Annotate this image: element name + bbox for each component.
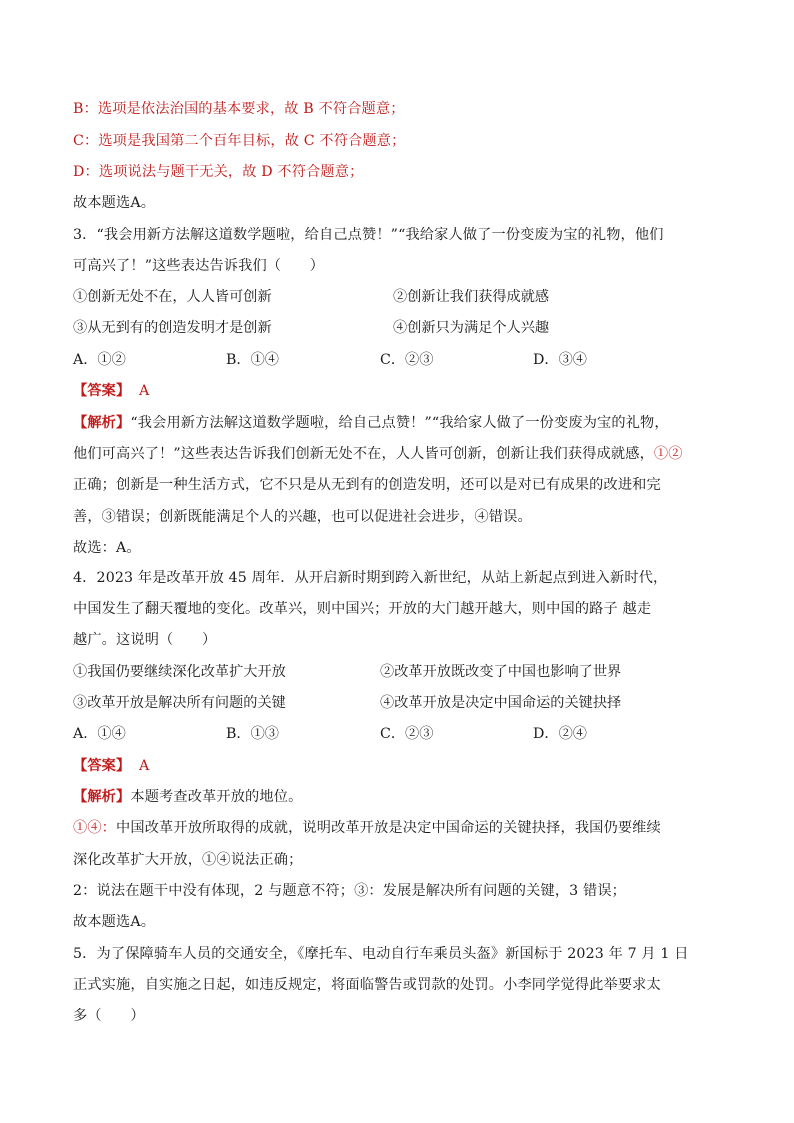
q3-analysis-line-1 bbox=[73, 413, 669, 433]
q4-statement-4: ④改革开放是决定中国命运的关键抉择 bbox=[380, 695, 622, 711]
q4-conclusion: 故本题选A。 bbox=[73, 914, 156, 930]
q4-analysis-text-1: 本题考查改革开放的地位。 bbox=[130, 789, 303, 805]
q3-statement-4: ④创新只为满足个人兴趣 bbox=[393, 320, 550, 336]
q3-conclusion: 故选：A。 bbox=[73, 540, 141, 556]
q3-statement-3: ③从无到有的创造发明才是创新 bbox=[73, 320, 272, 336]
q3-stem-line-2: 可高兴了！”这些表达告诉我们（ ） bbox=[73, 258, 325, 274]
q3-choice-d: D．③④ bbox=[533, 352, 587, 368]
q4-analysis-text-2: 中国改革开放所取得的成就，说明改革开放是决定中国命运的关键抉择，我国仍要维续 bbox=[116, 820, 661, 836]
prev-conclusion: 故本题选A。 bbox=[73, 195, 156, 211]
q4-answer-label: 【答案】 bbox=[73, 758, 131, 774]
q4-analysis-label: 【解析】 bbox=[73, 789, 131, 805]
q3-analysis-text-1: “我会用新方法解这道数学题啦，给自己点赞！”“我给家人做了一份变废为宝的礼物， bbox=[130, 415, 669, 431]
q4-answer bbox=[73, 756, 149, 776]
q4-analysis-line-2 bbox=[73, 818, 661, 838]
q4-statement-3: ③改革开放是解决所有问题的关键 bbox=[73, 695, 286, 711]
q4-stem-line-1: 4．2023 年是改革开放 45 周年．从开启新时期到跨入新世纪，从站上新起点到进入新时代， bbox=[73, 570, 668, 586]
q3-statement-2: ②创新让我们获得成就感 bbox=[393, 289, 550, 305]
q4-choice-b: B．①③ bbox=[226, 726, 279, 742]
q4-analysis-line-1 bbox=[73, 787, 302, 807]
q4-statement-2: ②改革开放既改变了中国也影响了世界 bbox=[380, 664, 622, 680]
q3-answer-label: 【答案】 bbox=[73, 383, 131, 399]
q3-analysis-line-3: 正确；创新是一种生活方式，它不只是从无到有的创造发明，还可以是对已有成果的改进和完 bbox=[73, 477, 661, 493]
q4-analysis-highlight: ①④： bbox=[73, 820, 117, 836]
q3-analysis-line-4: 善，③错误；创新既能满足个人的兴趣，也可以促进社会进步，④错误。 bbox=[73, 509, 532, 525]
q4-choice-c: C．②③ bbox=[380, 726, 434, 742]
q4-analysis-line-3: 深化改革扩大开放，①④说法正确； bbox=[73, 852, 303, 868]
q3-choice-a: A．①② bbox=[73, 352, 126, 368]
q3-answer-value: A bbox=[139, 383, 150, 399]
q3-choice-c: C．②③ bbox=[380, 352, 434, 368]
q3-choice-b: B．①④ bbox=[226, 352, 279, 368]
q3-analysis-text-2: 他们可高兴了！”这些表达告诉我们创新无处不在，人人皆可创新，创新让我们获得成就感， bbox=[73, 446, 654, 462]
q4-stem-line-3: 越广。这说明（ ） bbox=[73, 632, 217, 648]
option-d-analysis: D：选项说法与题干无关，故 D 不符合题意； bbox=[73, 164, 364, 180]
q5-stem-line-1: 5．为了保障骑车人员的交通安全，《摩托车、电动自行车乘员头盔》新国标于 2023 年 7 月 1 日 bbox=[73, 946, 689, 962]
q3-analysis-highlight: ①② bbox=[653, 446, 683, 462]
q3-stem-line-1: 3．“我会用新方法解这道数学题啦，给自己点赞！”“我给家人做了一份变废为宝的礼物，他们 bbox=[73, 227, 664, 243]
q5-stem-line-2: 正式实施，自实施之日起，如违反规定，将面临警告或罚款的处罚。小李同学觉得此举要求太 bbox=[73, 977, 661, 993]
q3-analysis-label: 【解析】 bbox=[73, 415, 131, 431]
option-c-analysis: C：选项是我国第二个百年目标，故 C 不符合题意； bbox=[73, 133, 406, 149]
q4-choice-d: D．②④ bbox=[533, 726, 587, 742]
q5-stem-line-3: 多（ ） bbox=[73, 1008, 145, 1024]
q3-statement-1: ①创新无处不在，人人皆可创新 bbox=[73, 289, 272, 305]
q3-answer bbox=[73, 381, 149, 401]
q4-answer-value: A bbox=[139, 758, 150, 774]
q4-choice-a: A．①④ bbox=[73, 726, 126, 742]
q4-statement-1: ①我国仍要继续深化改革扩大开放 bbox=[73, 664, 286, 680]
option-b-analysis: B：选项是依法治国的基本要求，故 B 不符合题意； bbox=[73, 101, 405, 117]
q4-analysis-line-4: 2：说法在题干中没有体现，2 与题意不符；③：发展是解决所有问题的关键，3 错误； bbox=[73, 883, 627, 899]
q3-analysis-line-2 bbox=[73, 444, 683, 464]
q4-stem-line-2: 中国发生了翻天覆地的变化。改革兴，则中国兴；开放的大门越开越大，则中国的路子 越走 bbox=[73, 601, 652, 617]
